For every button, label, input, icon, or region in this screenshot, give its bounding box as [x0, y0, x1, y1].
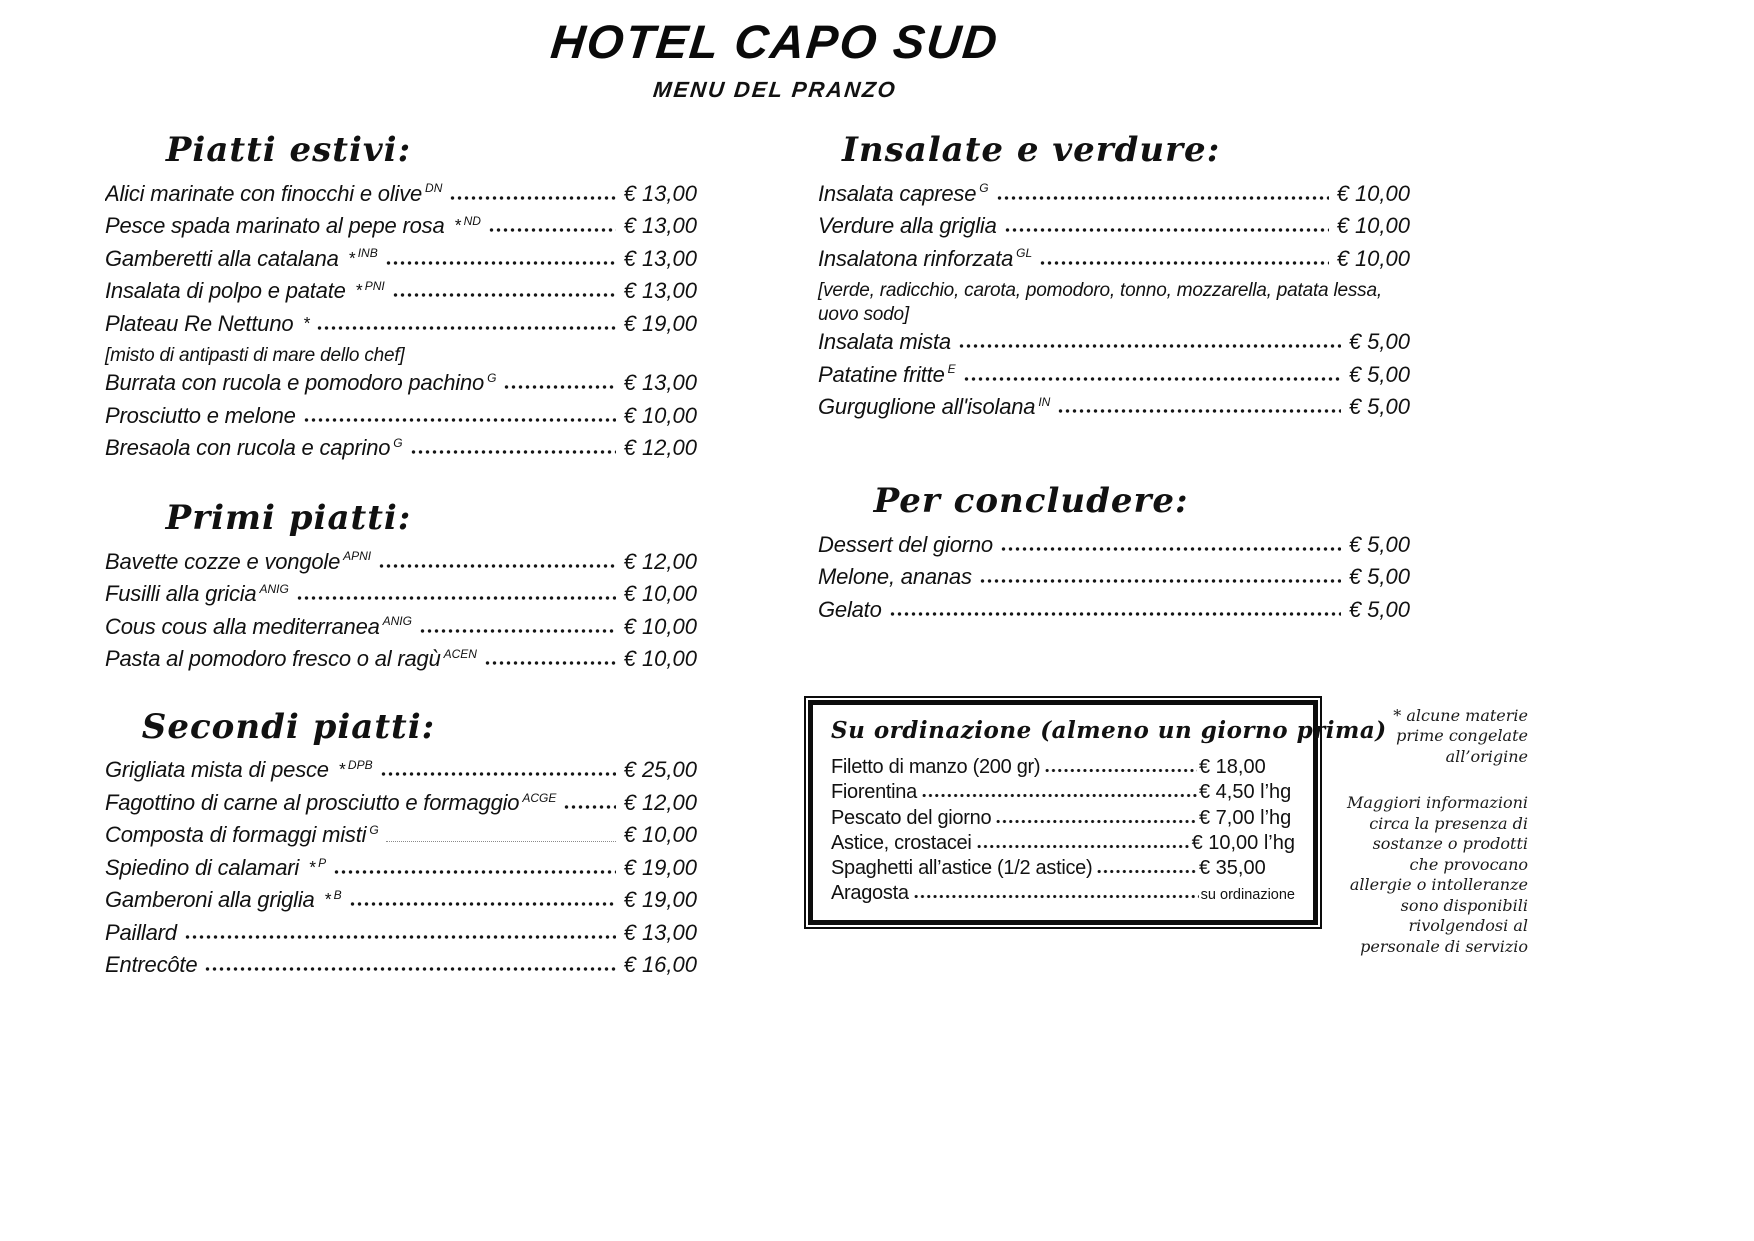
menu-item: [818, 394, 1410, 427]
item-price: € 13,00: [623, 245, 697, 271]
section-heading-piatti-estivi: Piatti estivi:: [165, 130, 412, 170]
item-price: € 13,00: [623, 278, 697, 304]
menu-item: [105, 614, 697, 647]
allergen-code: ND: [463, 213, 481, 228]
right-column: [818, 130, 1410, 629]
left-column: [105, 130, 697, 985]
item-name: Cous cous alla mediterranea $^{ANIG}$: [105, 613, 412, 639]
menu-item: [818, 532, 1410, 565]
allergen-code: INB: [357, 246, 378, 261]
dots-leader: [995, 819, 1197, 824]
item-price: € 5,00: [1348, 361, 1410, 387]
menu-item: [105, 370, 697, 403]
item-price: € 35,00: [1199, 857, 1266, 880]
item-price: € 12,00: [623, 789, 697, 815]
menu-item: [105, 887, 697, 920]
page-subtitle: MENU DEL PRANZO: [651, 77, 899, 102]
item-name: Verdure alla griglia: [818, 213, 997, 239]
menu-item: [105, 855, 697, 888]
item-name: Pescato del giorno: [831, 806, 992, 829]
dots-leader: [488, 227, 616, 233]
section-heading-insalate-verdure: Insalate e verdure:: [841, 130, 1221, 170]
menu-item: [105, 581, 697, 614]
dots-leader: [204, 966, 615, 972]
menu-item-list: [818, 181, 1410, 427]
item-price: € 10,00: [623, 613, 697, 639]
menu-item-list: [105, 549, 697, 679]
allergen-code: E: [947, 362, 956, 377]
menu-item: [818, 246, 1410, 279]
order-box: [804, 696, 1387, 929]
item-name: Astice, crostacei: [831, 831, 972, 854]
frozen-asterisk: *: [298, 312, 310, 333]
item-name: Gurguglione all'isolana $^{IN}$: [818, 394, 1051, 420]
allergen-code: DN: [425, 181, 443, 196]
item-price: € 10,00 l’hg: [1191, 831, 1295, 854]
dots-leader: [380, 771, 616, 777]
item-price: € 10,00: [623, 581, 697, 607]
dots-leader: [1057, 408, 1341, 414]
menu-item: [105, 822, 697, 855]
dots-leader: [449, 195, 615, 201]
menu-item: [105, 278, 697, 311]
menu-item-note: [misto di antipasti di mare dello chef]: [105, 345, 405, 367]
item-price: € 5,00: [1348, 329, 1410, 355]
item-name: Aragosta: [831, 882, 909, 905]
item-price: € 4,50 l’hg: [1199, 781, 1292, 804]
allergen-code: PNI: [364, 278, 385, 293]
item-name: Dessert del giorno: [818, 531, 993, 557]
allergen-code: G: [979, 181, 989, 196]
allergen-code: APNI: [343, 549, 372, 564]
item-price: € 12,00: [623, 435, 697, 461]
allergen-code: B: [333, 888, 342, 903]
menu-item: [105, 952, 697, 985]
item-price: € 13,00: [623, 213, 697, 239]
item-name: Gelato: [818, 596, 882, 622]
dots-leader: [889, 611, 1341, 617]
item-price: su ordinazione: [1200, 887, 1295, 904]
item-name: Pesce spada marinato al pepe rosa * $^{ND}$: [105, 213, 481, 239]
menu-item: [818, 362, 1410, 395]
item-price: € 19,00: [623, 854, 697, 880]
section-piatti-estivi: [105, 130, 697, 468]
allergen-code: ACGE: [522, 790, 557, 805]
menu-item-list: [105, 757, 697, 985]
item-name: Insalata caprese $^G$: [818, 180, 989, 206]
dots-leader: [976, 844, 1190, 849]
dots-leader: [184, 934, 616, 940]
menu-item-list: [818, 532, 1410, 630]
menu-item: [105, 790, 697, 823]
item-price: € 13,00: [623, 919, 697, 945]
item-name: Grigliata mista di pesce * $^{DPB}$: [105, 757, 373, 783]
dots-leader: [1044, 768, 1197, 773]
item-price: € 12,00: [623, 548, 697, 574]
item-price: € 13,00: [623, 370, 697, 396]
dots-leader: [1000, 546, 1341, 552]
allergen-code: ANIG: [382, 614, 412, 629]
frozen-asterisk: *: [343, 247, 355, 268]
item-name: Composta di formaggi misti $^G$: [105, 822, 379, 848]
menu-item-note: [verde, radicchio, carota, pomodoro, tonno, mozzarella, patata lessa, uovo sodo]: [818, 280, 1382, 326]
menu-item: [105, 311, 697, 344]
item-price: € 18,00: [1199, 756, 1266, 778]
item-price: € 25,00: [623, 757, 697, 783]
page-title: HOTEL CAPO SUD: [548, 15, 1002, 68]
item-price: € 19,00: [623, 310, 697, 336]
allergen-code: IN: [1038, 394, 1051, 409]
frozen-asterisk: *: [333, 759, 345, 780]
order-box-heading: Su ordinazione (almeno un giorno prima): [831, 717, 1387, 744]
allergy-info-note: Maggiori informazioni circa la presenza di sostanze o prodotti che provocano allergie o intolleranze sono disponibili rivolgendosi al personale di servizio: [1347, 793, 1528, 956]
frozen-products-note: * alcune materie prime congelate all’origine: [1393, 706, 1528, 766]
side-notes: [1346, 706, 1528, 957]
menu-item: [831, 832, 1295, 857]
menu-item: [831, 781, 1295, 806]
item-name: Gamberetti alla catalana * $^{INB}$: [105, 245, 378, 271]
item-name: Entrecôte: [105, 952, 198, 978]
dots-leader: [385, 260, 616, 266]
menu-item: [105, 920, 697, 953]
dots-leader: [503, 384, 615, 390]
item-name: Spiedino di calamari * $^P$: [105, 854, 327, 880]
menu-item-list: [105, 181, 697, 468]
dots-leader: [333, 869, 615, 875]
dots-leader: [1004, 227, 1329, 233]
allergen-code: ACEN: [443, 646, 477, 661]
item-price: € 19,00: [623, 887, 697, 913]
menu-item: [105, 435, 697, 468]
menu-item: [831, 882, 1295, 907]
dots-leader: [386, 841, 616, 842]
item-name: Fagottino di carne al prosciutto e formaggio $^{ACGE}$: [105, 789, 557, 815]
menu-item: [818, 564, 1410, 597]
dots-leader: [419, 628, 616, 634]
menu-item: [818, 213, 1410, 246]
item-price: € 5,00: [1348, 564, 1410, 590]
item-name: Gamberoni alla griglia * $^B$: [105, 887, 342, 913]
item-name: Prosciutto e melone: [105, 402, 296, 428]
menu-item: [831, 807, 1295, 832]
item-price: € 5,00: [1348, 596, 1410, 622]
allergen-code: P: [318, 855, 327, 870]
item-name: Plateau Re Nettuno *: [105, 310, 310, 336]
frozen-asterisk: *: [304, 856, 316, 877]
section-per-concludere: [818, 481, 1410, 629]
section-insalate-verdure: [818, 130, 1410, 427]
dots-leader: [1096, 869, 1197, 874]
menu-item: [818, 329, 1410, 362]
dots-leader: [378, 563, 615, 569]
section-heading-per-concludere: Per concludere:: [873, 480, 1189, 521]
dots-leader: [963, 376, 1341, 382]
dots-leader: [921, 793, 1197, 798]
section-heading-primi-piatti: Primi piatti:: [165, 497, 412, 538]
item-name: Pasta al pomodoro fresco o al ragù $^{ACEN}$: [105, 646, 477, 672]
menu-item: [818, 597, 1410, 630]
item-name: Fusilli alla gricia $^{ANIG}$: [105, 581, 289, 607]
dots-leader: [392, 292, 616, 298]
dots-leader: [996, 195, 1329, 201]
dots-leader: [913, 894, 1199, 899]
allergen-code: G: [369, 823, 379, 838]
menu-item: [818, 181, 1410, 214]
menu-item: [105, 549, 697, 582]
item-price: € 16,00: [623, 952, 697, 978]
menu-item: [831, 756, 1295, 781]
menu-item: [105, 403, 697, 436]
dots-leader: [563, 804, 615, 810]
frozen-asterisk: *: [449, 215, 461, 236]
item-price: € 10,00: [1336, 180, 1410, 206]
dots-leader: [349, 901, 616, 907]
item-name: Fiorentina: [831, 781, 917, 804]
dots-leader: [958, 343, 1341, 349]
item-price: € 5,00: [1348, 531, 1410, 557]
dots-leader: [410, 449, 616, 455]
menu-item: [105, 246, 697, 279]
order-box-inner-frame: [808, 700, 1387, 925]
item-name: Patatine fritte $^E$: [818, 361, 956, 387]
item-name: Alici marinate con finocchi e olive $^{DN}$: [105, 180, 443, 206]
item-price: € 7,00 l’hg: [1199, 806, 1292, 829]
item-name: Burrata con rucola e pomodoro pachino $^G$: [105, 370, 497, 396]
item-price: € 10,00: [623, 646, 697, 672]
section-heading-secondi-piatti: Secondi piatti:: [141, 706, 436, 747]
menu-header: [0, 14, 1652, 103]
item-name: Paillard: [105, 919, 177, 945]
allergen-code: DPB: [347, 758, 373, 773]
allergen-code: GL: [1016, 246, 1033, 261]
item-price: € 10,00: [1336, 245, 1410, 271]
item-price: € 5,00: [1348, 394, 1410, 420]
dots-leader: [484, 660, 616, 666]
item-name: Spaghetti all’astice (1/2 astice): [831, 857, 1093, 880]
menu-item: [105, 213, 697, 246]
item-price: € 10,00: [623, 822, 697, 848]
item-name: Insalata di polpo e patate * $^{PNI}$: [105, 278, 385, 304]
section-secondi-piatti: [105, 707, 697, 985]
dots-leader: [1039, 260, 1328, 266]
menu-item: [105, 646, 697, 679]
item-name: Insalata mista: [818, 329, 951, 355]
item-name: Filetto di manzo (200 gr): [831, 756, 1041, 778]
item-price: € 10,00: [1336, 213, 1410, 239]
menu-item: [831, 857, 1295, 882]
allergen-code: G: [393, 435, 403, 450]
dots-leader: [316, 325, 615, 331]
item-name: Melone, ananas: [818, 564, 972, 590]
frozen-asterisk: *: [319, 889, 331, 910]
dots-leader: [296, 595, 616, 601]
menu-item: [105, 757, 697, 790]
item-price: € 10,00: [623, 402, 697, 428]
item-name: Bavette cozze e vongole $^{APNI}$: [105, 548, 372, 574]
allergen-code: G: [487, 370, 497, 385]
dots-leader: [979, 578, 1341, 584]
frozen-asterisk: *: [350, 280, 362, 301]
item-name: Bresaola con rucola e caprino $^G$: [105, 435, 403, 461]
section-primi-piatti: [105, 498, 697, 679]
item-name: Insalatona rinforzata $^{GL}$: [818, 245, 1033, 271]
order-box-item-list: [831, 756, 1295, 908]
dots-leader: [303, 417, 616, 423]
allergen-code: ANIG: [259, 581, 289, 596]
item-price: € 13,00: [623, 180, 697, 206]
menu-item: [105, 181, 697, 214]
